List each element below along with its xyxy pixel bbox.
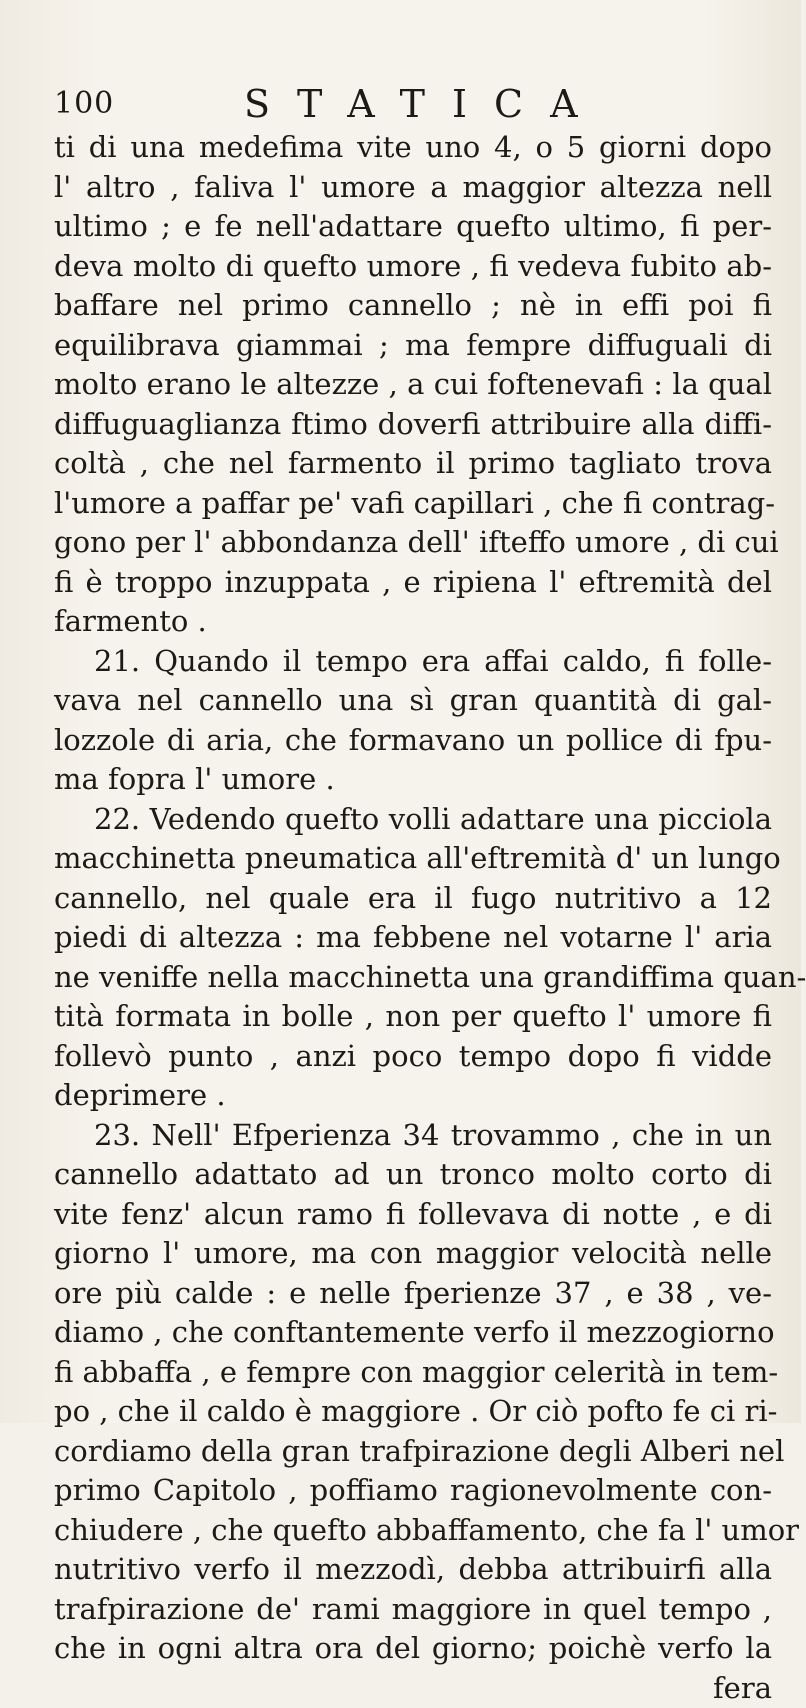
text-line: molto erano le altezze , a cui foftenevafi : la qual [54,365,772,405]
page-header [54,82,774,122]
text-line: chiudere , che quefto abbaffamento, che fa l' umor [54,1511,772,1551]
text-line: l' altro , faliva l' umore a maggior altezza nell [54,168,772,208]
text-line: cannello, nel quale era il fugo nutritivo a 12 [54,879,772,919]
body-text [54,128,772,1708]
text-line: lozzole di aria, che formavano un pollice di fpu- [54,721,772,761]
text-line: follevò punto , anzi poco tempo dopo fi vidde [54,1037,772,1077]
text-line: diamo , che conftantemente verfo il mezzogiorno [54,1313,772,1353]
text-line: macchinetta pneumatica all'eftremità d' un lungo [54,839,772,879]
text-line: ti di una medefima vite uno 4, o 5 giorni dopo [54,128,772,168]
text-line: vava nel cannello una sì gran quantità di gal- [54,681,772,721]
text-line: baffare nel primo cannello ; nè in effi poi fi [54,286,772,326]
text-line: 23. Nell' Efperienza 34 trovammo , che in un [54,1116,772,1156]
text-line: 22. Vedendo quefto volli adattare una picciola [54,800,772,840]
text-line: giorno l' umore, ma con maggior velocità nelle [54,1234,772,1274]
text-line: che in ogni altra ora del giorno; poichè verfo la [54,1629,772,1669]
text-line: 21. Quando il tempo era affai caldo, fi folle- [54,642,772,682]
text-line: cordiamo della gran trafpirazione degli Alberi nel [54,1432,772,1472]
text-line: ma fopra l' umore . [54,760,772,800]
text-line: ultimo ; e fe nell'adattare quefto ultimo, fi per- [54,207,772,247]
text-line: deprimere . [54,1076,772,1116]
text-line: trafpirazione de' rami maggiore in quel tempo , [54,1590,772,1630]
text-line: ore più calde : e nelle fperienze 37 , e 38 , ve- [54,1274,772,1314]
text-line: l'umore a paffar pe' vafi capillari , che fi contrag- [54,484,772,524]
catchword: fera [54,1669,772,1708]
text-line: fi abbaffa , e fempre con maggior celerità in tem- [54,1353,772,1393]
text-line: gono per l' abbondanza dell' ifteffo umore , di cui [54,523,772,563]
text-line: primo Capitolo , poffiamo ragionevolmente con- [54,1471,772,1511]
text-line: po , che il caldo è maggiore . Or ciò pofto fe ci ri- [54,1392,772,1432]
running-title: STATICA [244,82,605,126]
text-line: vite fenz' alcun ramo fi follevava di notte , e di [54,1195,772,1235]
text-line: farmento . [54,602,772,642]
text-line: tità formata in bolle , non per quefto l' umore fi [54,997,772,1037]
text-line: diffuguaglianza ftimo doverfi attribuire alla diffi- [54,405,772,445]
text-line: cannello adattato ad un tronco molto corto di [54,1155,772,1195]
text-line: nutritivo verfo il mezzodì, debba attribuirfi alla [54,1550,772,1590]
page-number: 100 [54,86,114,121]
text-line: coltà , che nel farmento il primo tagliato trova [54,444,772,484]
text-line: piedi di altezza : ma febbene nel votarne l' aria [54,918,772,958]
text-line: deva molto di quefto umore , fi vedeva fubito ab- [54,247,772,287]
text-line: fi è troppo inzuppata , e ripiena l' eftremità del [54,563,772,603]
text-line: equilibrava giammai ; ma fempre diffuguali di [54,326,772,366]
text-line: ne veniffe nella macchinetta una grandiffima quan- [54,958,772,998]
